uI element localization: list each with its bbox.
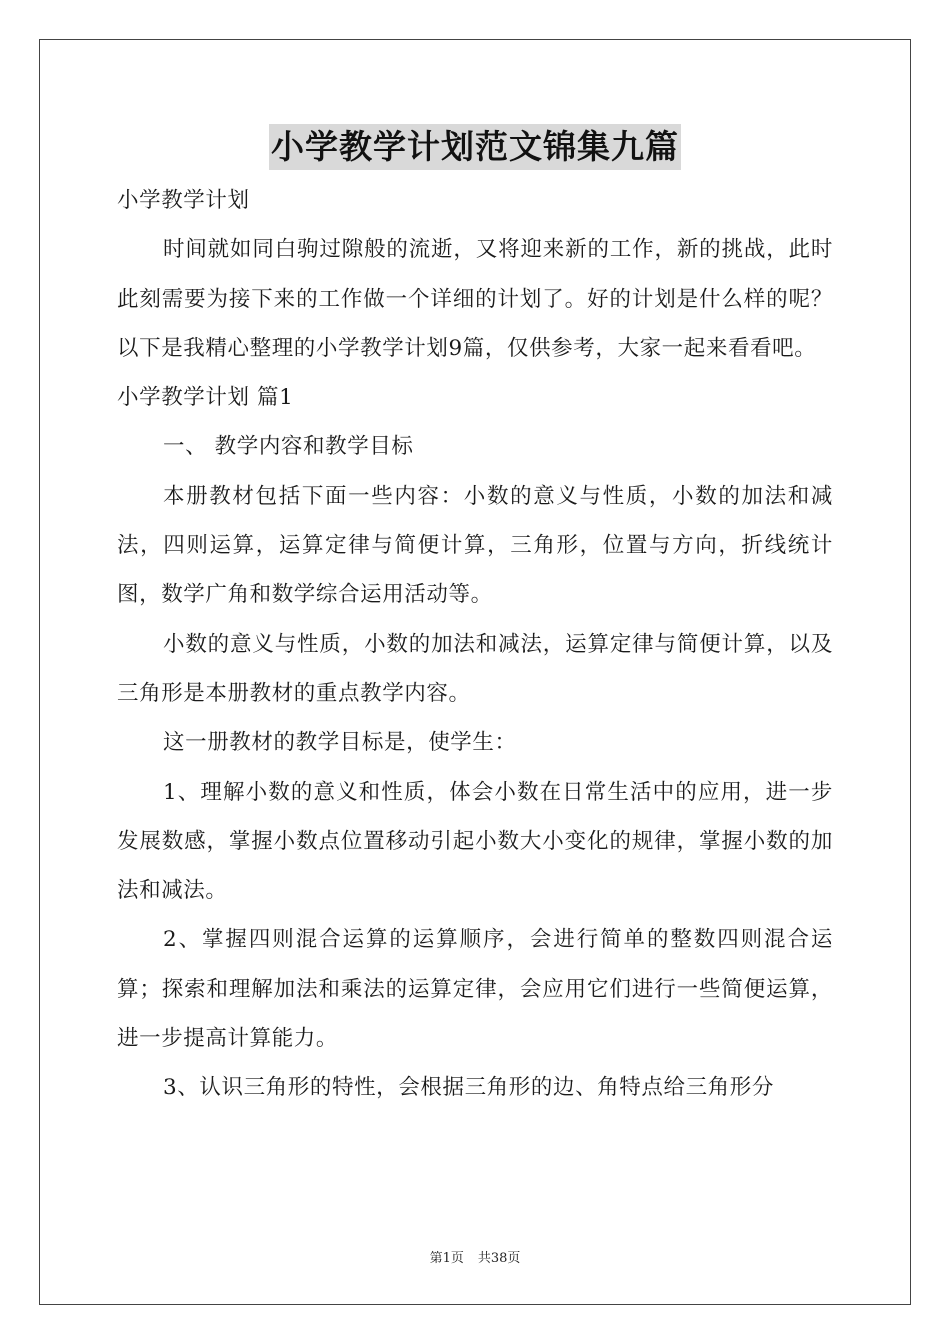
- body-paragraph: 小数的意义与性质，小数的加法和减法，运算定律与简便计算，以及三角形是本册教材的重点教学内容。: [117, 631, 833, 706]
- page-footer: [0, 1247, 950, 1266]
- list-item: 3、认识三角形的特性，会根据三角形的边、角特点给三角形分: [163, 1075, 774, 1101]
- title-container: [0, 124, 950, 170]
- page-total: 共38页: [477, 1251, 521, 1266]
- intro-paragraph: 时间就如同白驹过隙般的流逝，又将迎来新的工作，新的挑战，此时此刻需要为接下来的工作做一个详细的计划了。好的计划是什么样的呢？以下是我精心整理的小学教学计划9篇，仅供参考，大家一起来看看吧。: [117, 237, 833, 361]
- chapter-heading: 小学教学计划 篇1: [117, 385, 294, 411]
- document-title: 小学教学计划范文锦集九篇: [269, 124, 681, 170]
- list-item: 2、掌握四则混合运算的运算顺序，会进行简单的整数四则混合运算；探索和理解加法和乘法的运算定律，会应用它们进行一些简便运算，进一步提高计算能力。: [117, 927, 833, 1052]
- list-item: 1、理解小数的意义和性质，体会小数在日常生活中的应用，进一步发展数感，掌握小数点位置移动引起小数大小变化的规律，掌握小数的加法和减法。: [117, 779, 833, 904]
- section-heading: 小学教学计划: [117, 188, 250, 213]
- document-body: [117, 176, 833, 1113]
- subsection-heading: 一、 教学内容和教学目标: [163, 434, 414, 460]
- page-number: 第1页: [429, 1251, 464, 1266]
- body-paragraph: 这一册教材的教学目标是，使学生：: [163, 730, 517, 756]
- body-paragraph: 本册教材包括下面一些内容：小数的意义与性质，小数的加法和减法，四则运算，运算定律与简便计算，三角形，位置与方向，折线统计图，数学广角和数学综合运用活动等。: [117, 483, 833, 608]
